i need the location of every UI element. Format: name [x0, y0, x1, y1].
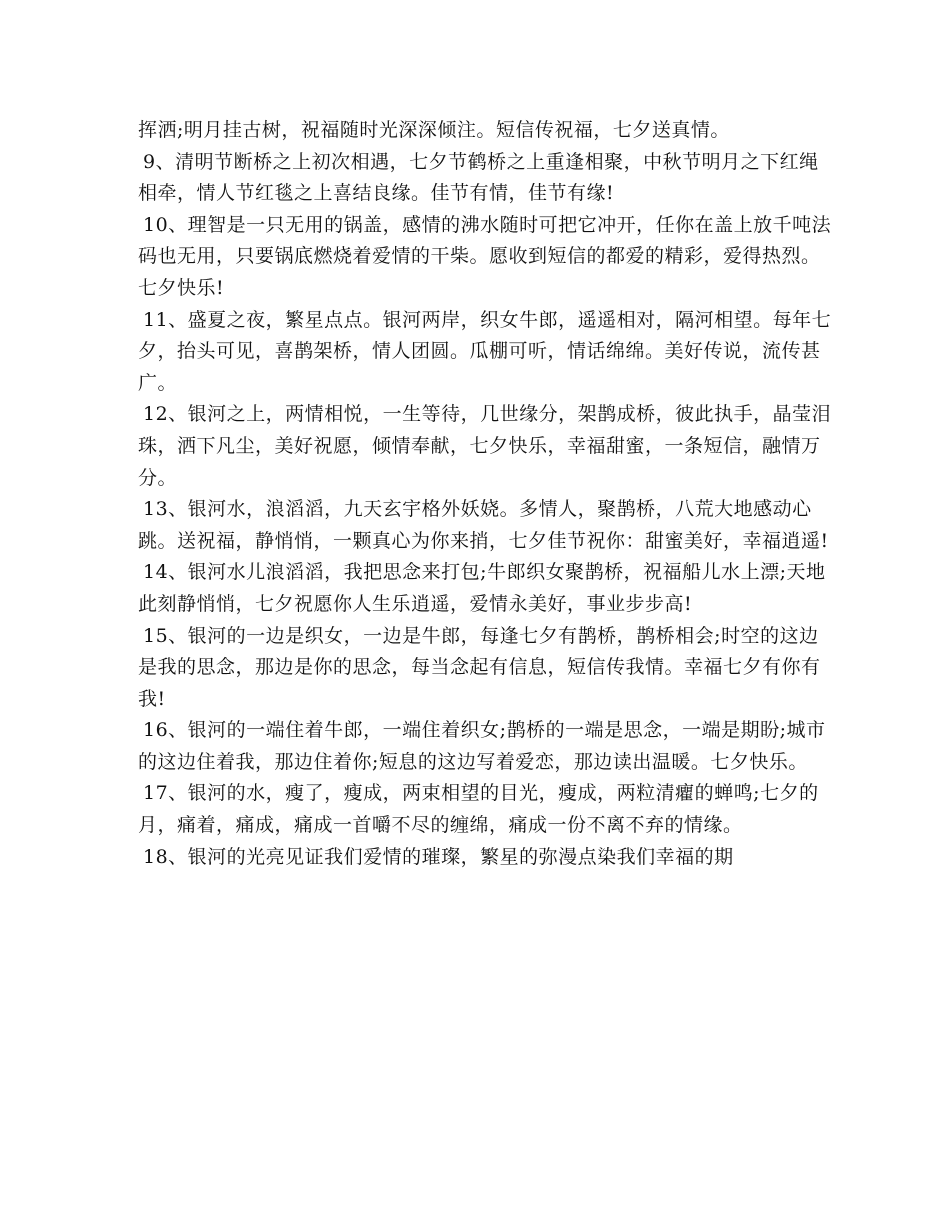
- paragraph-11: 11、盛夏之夜，繁星点点。银河两岸，织女牛郎，遥遥相对，隔河相望。每年七夕，抬头可见，喜鹊架桥，情人团圆。瓜棚可听，情话绵绵。美好传说，流传甚广。: [138, 308, 832, 394]
- document-body: [138, 115, 838, 873]
- paragraph-13: 13、银河水，浪滔滔，九天玄宇格外妖娆。多情人，聚鹊桥，八荒大地感动心跳。送祝福，静悄悄，一颗真心为你来捎，七夕佳节祝你：甜蜜美好，幸福逍遥!: [138, 498, 829, 552]
- paragraph-continuation: 挥洒;明月挂古树，祝福随时光深深倾注。短信传祝福，七夕送真情。: [138, 119, 730, 141]
- paragraph-10: 10、理智是一只无用的锅盖，感情的沸水随时可把它冲开，任你在盖上放千吨法码也无用，只要锅底燃烧着爱情的干柴。愿收到短信的都爱的精彩，爱得热烈。七夕快乐!: [138, 213, 832, 299]
- paragraph-16: 16、银河的一端住着牛郎，一端住着织女;鹊桥的一端是思念，一端是期盼;城市的这边住着我，那边住着你;短息的这边写着爱恋，那边读出温暖。七夕快乐。: [138, 719, 826, 773]
- paragraph-17: 17、银河的水，瘦了，瘦成，两束相望的目光，瘦成，两粒清癯的蝉鸣;七夕的月，痛着，痛成，痛成一首嚼不尽的缠绵，痛成一份不离不弃的情缘。: [138, 782, 819, 837]
- paragraph-14: 14、银河水儿浪滔滔，我把思念来打包;牛郎织女聚鹊桥，祝福船儿水上漂;天地此刻静悄悄，七夕祝愿你人生乐逍遥，爱情永美好，事业步步高!: [138, 561, 826, 615]
- paragraph-18: 18、银河的光亮见证我们爱情的璀璨，繁星的弥漫点染我们幸福的期: [143, 845, 734, 868]
- paragraph-9: 9、清明节断桥之上初次相遇，七夕节鹤桥之上重逢相聚，中秋节明月之下红绳相牵，情人节红毯之上喜结良缘。佳节有情，佳节有缘!: [138, 150, 819, 205]
- paragraph-15: 15、银河的一边是织女，一边是牛郎，每逢七夕有鹊桥，鹊桥相会;时空的这边是我的思念，那边是你的思念，每当念起有信息，短信传我情。幸福七夕有你有我!: [138, 624, 821, 710]
- paragraph-12: 12、银河之上，两情相悦，一生等待，几世缘分，架鹊成桥，彼此执手，晶莹泪珠，洒下凡尘，美好祝愿，倾情奉献，七夕快乐，幸福甜蜜，一条短信，融情万分。: [138, 403, 832, 489]
